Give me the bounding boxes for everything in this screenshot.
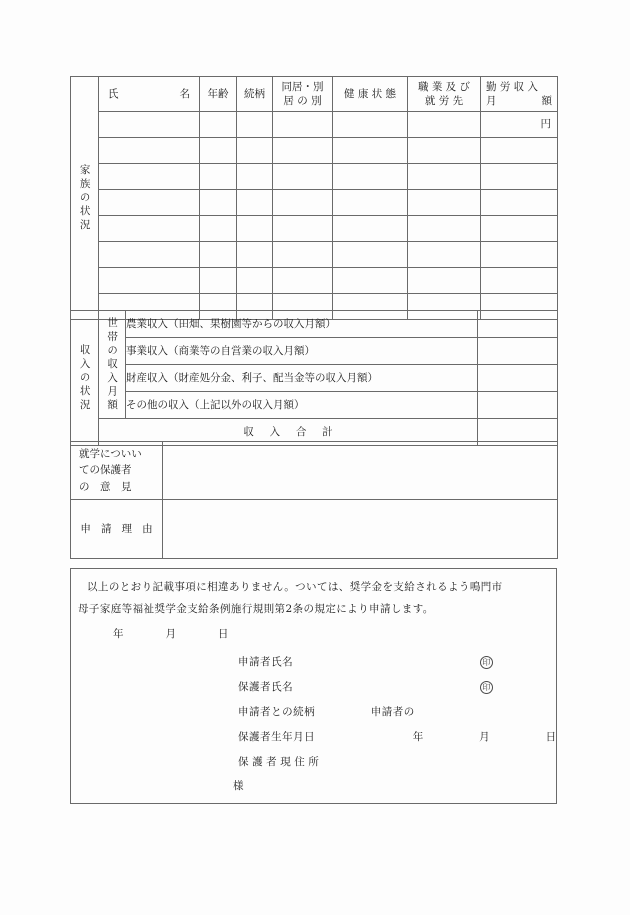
cell-age[interactable] [200,164,237,190]
date-day-label: 日 [217,628,229,640]
income-value-business[interactable] [478,338,558,365]
relation-row[interactable] [238,707,415,718]
guardian-address-label: 保護者現住所 [238,756,323,768]
opinion-value[interactable] [163,442,558,500]
cell-age[interactable] [200,190,237,216]
cell-health[interactable] [333,112,408,138]
header-age-text: 年齢 [207,87,229,100]
opinion-label [71,442,163,500]
opinion-label-line2: ての保護者 [79,464,132,477]
cell-name[interactable] [99,242,200,268]
income-group-label [99,311,126,419]
cell-occupation[interactable] [408,268,481,294]
relation-label: 申請者との続柄 [238,706,316,718]
cell-cohabitation[interactable] [273,138,333,164]
cell-work-income[interactable] [481,242,558,268]
guardian-name-row[interactable] [238,682,508,693]
header-work-income-line2 [486,94,552,108]
family-side-label-text: 家族の状況 [78,163,91,233]
income-row [71,392,558,419]
cell-cohabitation[interactable] [273,216,333,242]
income-row-label-other [126,392,478,419]
cell-relation[interactable] [237,164,273,190]
family-table-row[interactable] [71,268,558,294]
income-label-text: その他の収入（上記以外の収入月額） [126,398,305,411]
cell-occupation[interactable] [408,242,481,268]
family-table-row[interactable] [71,138,558,164]
cell-health[interactable] [333,216,408,242]
header-work-income-month: 月 [486,95,497,107]
relation-value: 申請者の [370,706,415,718]
cell-age[interactable] [200,268,237,294]
income-label-text: 農業収入（田畑、果樹園等からの収入月額） [126,317,336,330]
cell-work-income[interactable] [481,138,558,164]
header-work-income-line1: 勤 労 収 入 [486,80,539,93]
cell-occupation[interactable] [408,190,481,216]
cell-work-income[interactable] [481,268,558,294]
addressee-suffix: 様 [233,780,244,792]
income-row-label-agriculture [126,311,478,338]
declaration-line1: 以上のとおり記載事項に相違ありません。ついては、奨学金を支給されるよう鳴門市 [87,581,503,593]
cell-cohabitation[interactable] [273,190,333,216]
cell-cohabitation[interactable] [273,164,333,190]
header-name-first: 氏 [108,87,119,100]
declaration-date-row[interactable] [113,629,229,640]
header-cohabitation [273,77,333,112]
birthdate-year-label: 年 [412,731,424,743]
income-label-text: 財産収入（財産処分金、利子、配当金等の収入月額） [126,371,378,384]
declaration-box [70,568,557,804]
income-row [71,311,558,338]
header-work-income-amount: 額 [541,95,552,107]
income-row-label-business [126,338,478,365]
guardian-seal-icon[interactable]: 印 [480,681,493,694]
birthdate-month-label: 月 [479,731,491,743]
income-value-agriculture[interactable] [478,311,558,338]
opinion-reason-table [70,441,558,559]
reason-row [71,500,558,559]
header-occupation [408,77,481,112]
birthdate-day-label: 日 [545,731,557,743]
cell-name[interactable] [99,268,200,294]
cell-work-income[interactable] [481,112,558,138]
header-relation-text: 続柄 [244,87,265,100]
cell-work-income[interactable] [481,216,558,242]
cell-occupation[interactable] [408,216,481,242]
cell-health[interactable] [333,164,408,190]
cell-name[interactable] [99,112,200,138]
guardian-name-label: 保護者氏名 [238,681,294,693]
income-row [71,338,558,365]
family-table-row[interactable] [71,242,558,268]
opinion-label-line1: 就学についい [79,448,142,461]
cell-age[interactable] [200,112,237,138]
cell-health[interactable] [333,190,408,216]
income-group-label-text: 世帯の収入月額 [106,316,119,413]
cell-occupation[interactable] [408,138,481,164]
family-table-row[interactable] [71,216,558,242]
header-health-text: 健 康 状 態 [343,87,396,100]
family-table-header-row [71,77,558,112]
family-table-row[interactable] [71,164,558,190]
applicant-name-label: 申請者氏名 [238,656,294,668]
income-label-text: 事業収入（商業等の自営業の収入月額） [126,344,315,357]
cell-relation[interactable] [237,242,273,268]
cell-relation[interactable] [237,190,273,216]
income-value-other[interactable] [478,392,558,419]
header-occupation-line1: 職 業 及 び [417,80,470,93]
header-relation [237,77,273,112]
cell-age[interactable] [200,242,237,268]
family-table-row[interactable] [71,190,558,216]
header-occupation-line2: 就 労 先 [424,95,464,107]
currency-mark: 円 [540,118,551,131]
header-work-income [481,77,558,112]
cell-work-income[interactable] [481,190,558,216]
cell-cohabitation[interactable] [273,112,333,138]
opinion-label-line3: の 意 見 [79,480,132,493]
cell-health[interactable] [333,268,408,294]
cell-age[interactable] [200,138,237,164]
cell-cohabitation[interactable] [273,268,333,294]
income-side-label-text: 収入の状況 [78,343,91,413]
family-situation-table [70,76,558,320]
reason-label [71,500,163,559]
cell-name[interactable] [99,190,200,216]
applicant-seal-icon[interactable]: 印 [480,656,493,669]
header-health [333,77,408,112]
income-row [71,365,558,392]
family-table-row[interactable] [71,112,558,138]
cell-health[interactable] [333,242,408,268]
reason-value[interactable] [163,500,558,559]
income-total-label-text: 収入合計 [243,425,349,438]
cell-age[interactable] [200,216,237,242]
cell-occupation[interactable] [408,112,481,138]
reason-label-text: 申 請 理 由 [80,522,156,535]
cell-relation[interactable] [237,138,273,164]
cell-relation[interactable] [237,112,273,138]
date-year-label: 年 [113,628,124,640]
header-cohabitation-line2: 居 の 別 [283,95,322,107]
cell-health[interactable] [333,138,408,164]
cell-name[interactable] [99,138,200,164]
opinion-row [71,442,558,500]
header-age [200,77,237,112]
applicant-name-row[interactable] [238,657,508,668]
income-row-label-property [126,365,478,392]
header-cohabitation-line1: 同居・別 [281,80,324,93]
cell-occupation[interactable] [408,164,481,190]
header-name [99,77,200,112]
date-month-label: 月 [165,628,177,640]
guardian-birthdate-row[interactable] [238,732,557,743]
guardian-birthdate-label: 保護者生年月日 [238,731,316,743]
income-value-property[interactable] [478,365,558,392]
cell-cohabitation[interactable] [273,242,333,268]
addressee-row [233,781,244,792]
cell-relation[interactable] [237,216,273,242]
income-side-label [71,311,99,446]
cell-relation[interactable] [237,268,273,294]
header-name-last: 名 [179,87,190,100]
declaration-line2: 母子家庭等福祉奨学金支給条例施行規則第2条の規定により申請します。 [78,603,434,615]
guardian-address-row[interactable] [238,757,322,768]
cell-name[interactable] [99,216,200,242]
income-situation-table [70,310,558,446]
cell-name[interactable] [99,164,200,190]
family-side-label [71,77,99,320]
cell-work-income[interactable] [481,164,558,190]
